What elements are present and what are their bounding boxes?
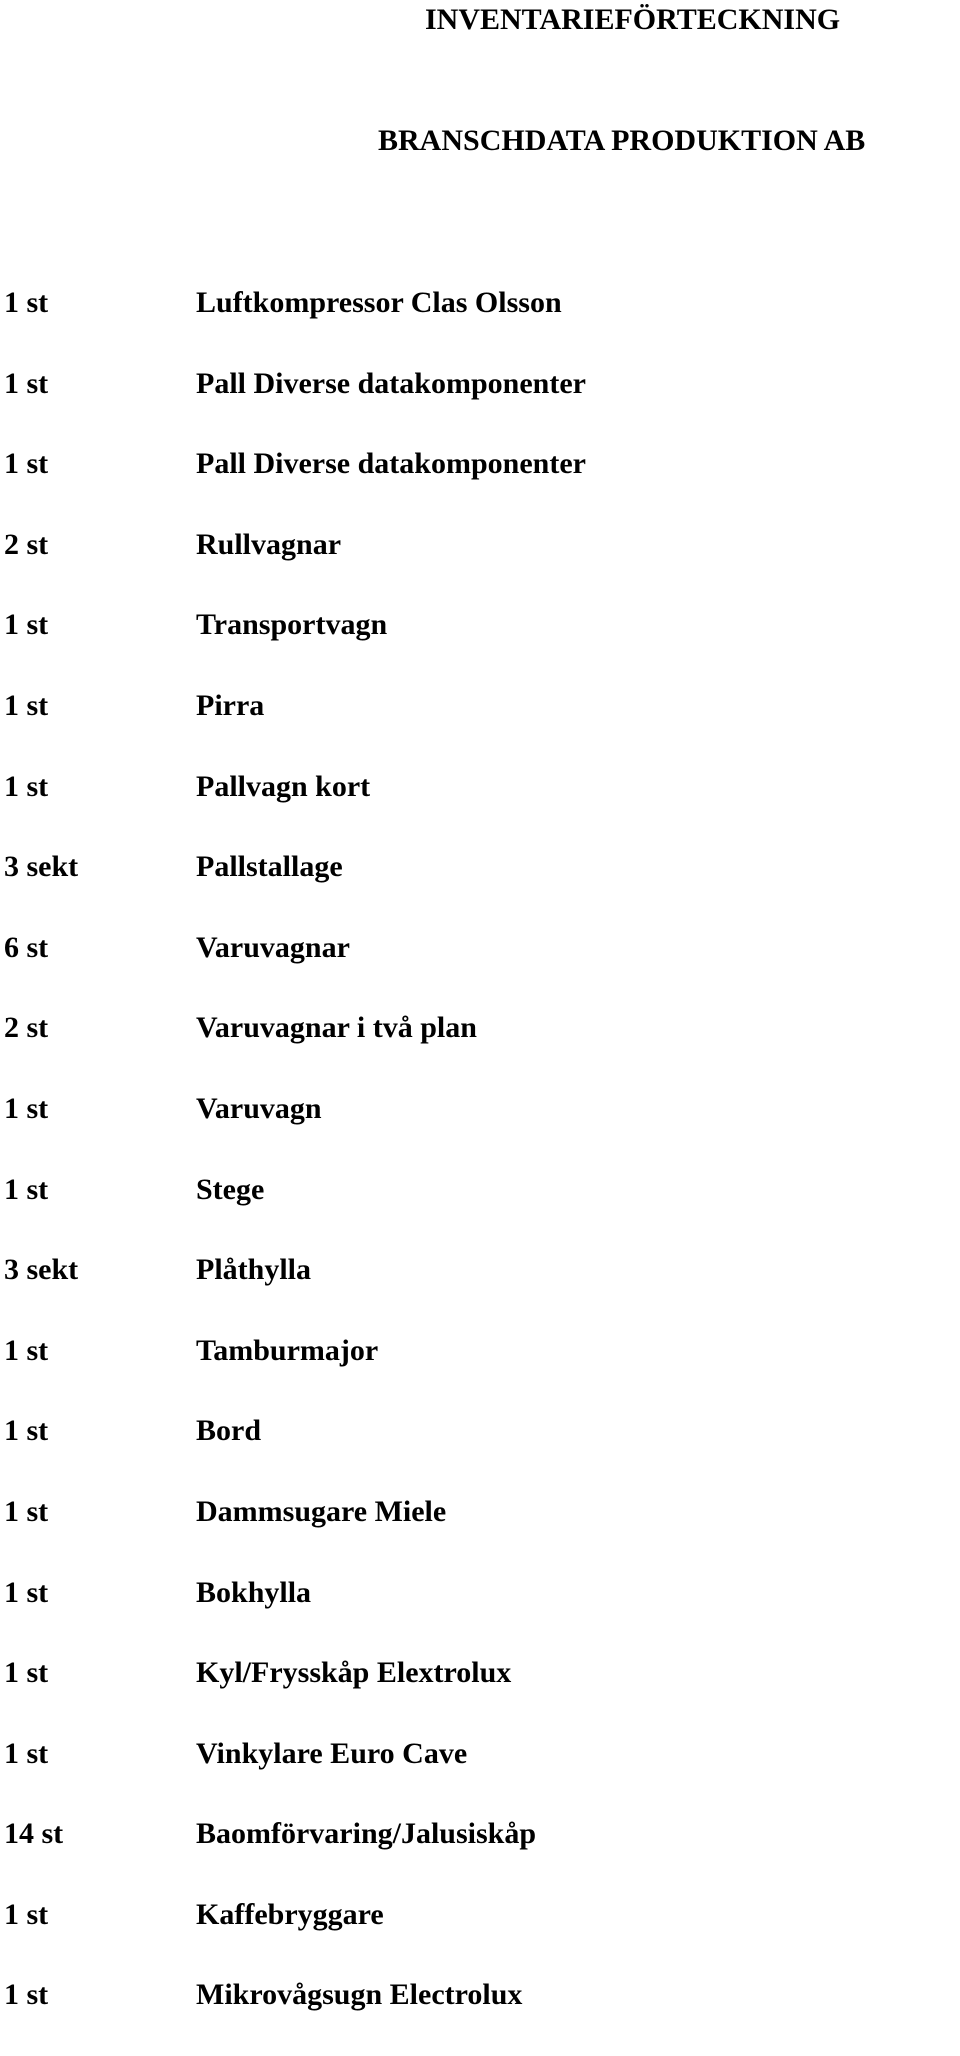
inventory-quantity: 3 sekt [4,1253,79,1287]
inventory-quantity: 1 st [4,1414,49,1448]
inventory-row [0,767,960,848]
inventory-quantity: 1 st [4,688,49,722]
inventory-row [0,364,960,445]
inventory-item-name: Kyl/Frysskåp Elextrolux [196,1656,512,1690]
inventory-row [0,1734,960,1815]
inventory-quantity: 2 st [4,1011,49,1045]
company-name: BRANSCHDATA PRODUKTION AB [378,124,866,157]
inventory-quantity: 2 st [4,527,49,561]
inventory-item-name: Stege [196,1172,265,1206]
inventory-quantity: 1 st [4,1172,49,1206]
inventory-row [0,928,960,1009]
document-title-row [0,0,960,40]
inventory-item-name: Bokhylla [196,1575,312,1609]
inventory-item-name: Transportvagn [196,608,388,642]
inventory-item-name: Pirra [196,688,265,722]
inventory-item-name: Kaffebryggare [196,1897,384,1931]
inventory-row [0,1089,960,1170]
inventory-quantity: 1 st [4,1656,49,1690]
inventory-quantity: 1 st [4,1091,49,1125]
inventory-row [0,1492,960,1573]
inventory-quantity: 1 st [4,1978,49,2012]
inventory-list [0,283,960,2056]
inventory-row [0,1170,960,1251]
inventory-quantity: 14 st [4,1817,64,1851]
inventory-quantity: 6 st [4,930,49,964]
inventory-row [0,686,960,767]
inventory-quantity: 1 st [4,286,49,319]
inventory-row [0,1411,960,1492]
inventory-row [0,1975,960,2056]
inventory-item-name: Varuvagn [196,1091,322,1125]
inventory-row [0,525,960,606]
inventory-row [0,847,960,928]
inventory-item-name: Vinkylare Euro Cave [196,1736,468,1770]
inventory-row [0,1250,960,1331]
inventory-row [0,605,960,686]
inventory-row [0,444,960,525]
inventory-quantity: 1 st [4,1736,49,1770]
inventory-item-name: Pallstallage [196,850,343,884]
inventory-item-name: Dammsugare Miele [196,1494,447,1528]
inventory-item-name: Rullvagnar [196,527,342,561]
inventory-item-name: Luftkompressor Clas Olsson [196,286,562,319]
inventory-row [0,1008,960,1089]
inventory-row [0,1573,960,1654]
inventory-quantity: 1 st [4,447,49,481]
inventory-row [0,1653,960,1734]
document-title: INVENTARIEFÖRTECKNING [425,3,841,36]
inventory-item-name: Mikrovågsugn Electrolux [196,1978,523,2012]
inventory-item-name: Tamburmajor [196,1333,379,1367]
inventory-item-name: Pallvagn kort [196,769,371,803]
inventory-item-name: Bord [196,1414,262,1448]
inventory-quantity: 1 st [4,1494,49,1528]
inventory-item-name: Pall Diverse datakomponenter [196,447,586,481]
company-name-row [0,121,960,161]
inventory-quantity: 3 sekt [4,850,79,884]
inventory-item-name: Plåthylla [196,1253,312,1287]
inventory-row [0,1331,960,1412]
inventory-item-name: Pall Diverse datakomponenter [196,366,586,400]
inventory-row [0,1814,960,1895]
inventory-quantity: 1 st [4,1575,49,1609]
inventory-quantity: 1 st [4,608,49,642]
inventory-quantity: 1 st [4,1897,49,1931]
inventory-quantity: 1 st [4,366,49,400]
inventory-item-name: Varuvagnar [196,930,350,964]
inventory-quantity: 1 st [4,769,49,803]
inventory-item-name: Varuvagnar i två plan [196,1011,477,1045]
inventory-quantity: 1 st [4,1333,49,1367]
inventory-row [0,1895,960,1976]
inventory-row [0,283,960,364]
inventory-item-name: Baomförvaring/Jalusiskåp [196,1817,537,1851]
